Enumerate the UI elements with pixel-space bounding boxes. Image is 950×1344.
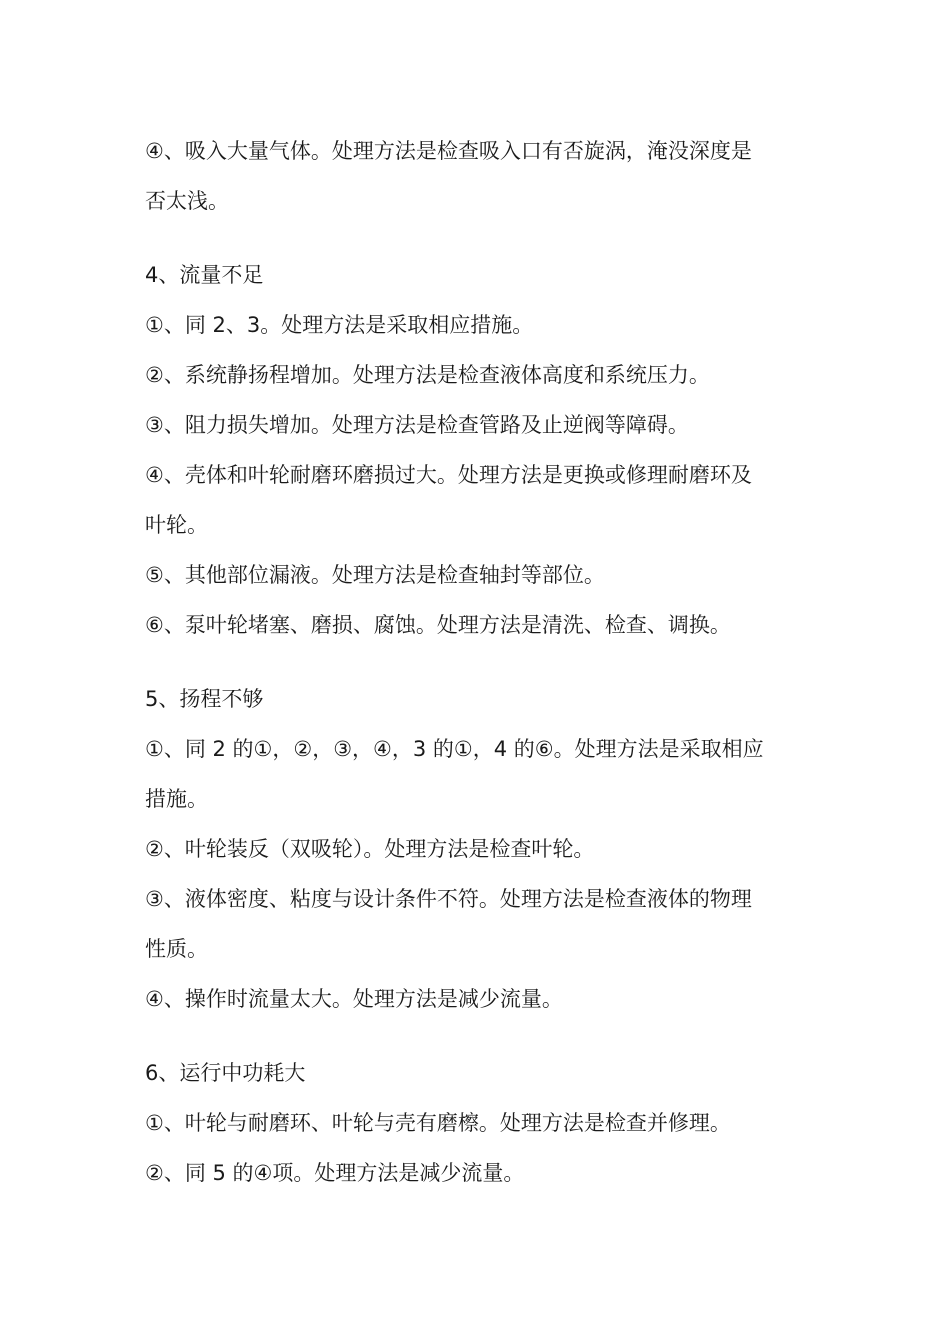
- text-line: 否太浅。: [145, 189, 229, 213]
- text-line: ①、叶轮与耐磨环、叶轮与壳有磨檫。处理方法是检查并修理。: [145, 1111, 731, 1135]
- text-line: 性质。: [145, 937, 208, 961]
- text-line: ①、同 2 的①，②，③，④，3 的①，4 的⑥。处理方法是采取相应: [145, 737, 764, 761]
- text-line: ⑤、其他部位漏液。处理方法是检查轴封等部位。: [145, 563, 605, 587]
- text-line: 措施。: [145, 787, 208, 811]
- text-line: ④、壳体和叶轮耐磨环磨损过大。处理方法是更换或修理耐磨环及: [145, 463, 752, 487]
- text-line: ②、系统静扬程增加。处理方法是检查液体高度和系统压力。: [145, 363, 710, 387]
- text-line: ④、操作时流量太大。处理方法是减少流量。: [145, 987, 563, 1011]
- text-line: ⑥、泵叶轮堵塞、磨损、腐蚀。处理方法是清洗、检查、调换。: [145, 613, 731, 637]
- section-heading: 5、扬程不够: [145, 687, 264, 711]
- text-line: ④、吸入大量气体。处理方法是检查吸入口有否旋涡，淹没深度是: [145, 139, 752, 163]
- section-heading: 4、流量不足: [145, 263, 264, 287]
- text-line: ②、叶轮装反（双吸轮）。处理方法是检查叶轮。: [145, 837, 595, 861]
- section-heading: 6、运行中功耗大: [145, 1061, 306, 1085]
- text-line: 叶轮。: [145, 513, 208, 537]
- text-line: ③、阻力损失增加。处理方法是检查管路及止逆阀等障碍。: [145, 413, 689, 437]
- text-line: ③、液体密度、粘度与设计条件不符。处理方法是检查液体的物理: [145, 887, 752, 911]
- text-line: ①、同 2、3。处理方法是采取相应措施。: [145, 313, 534, 337]
- text-line: ②、同 5 的④项。处理方法是减少流量。: [145, 1161, 525, 1185]
